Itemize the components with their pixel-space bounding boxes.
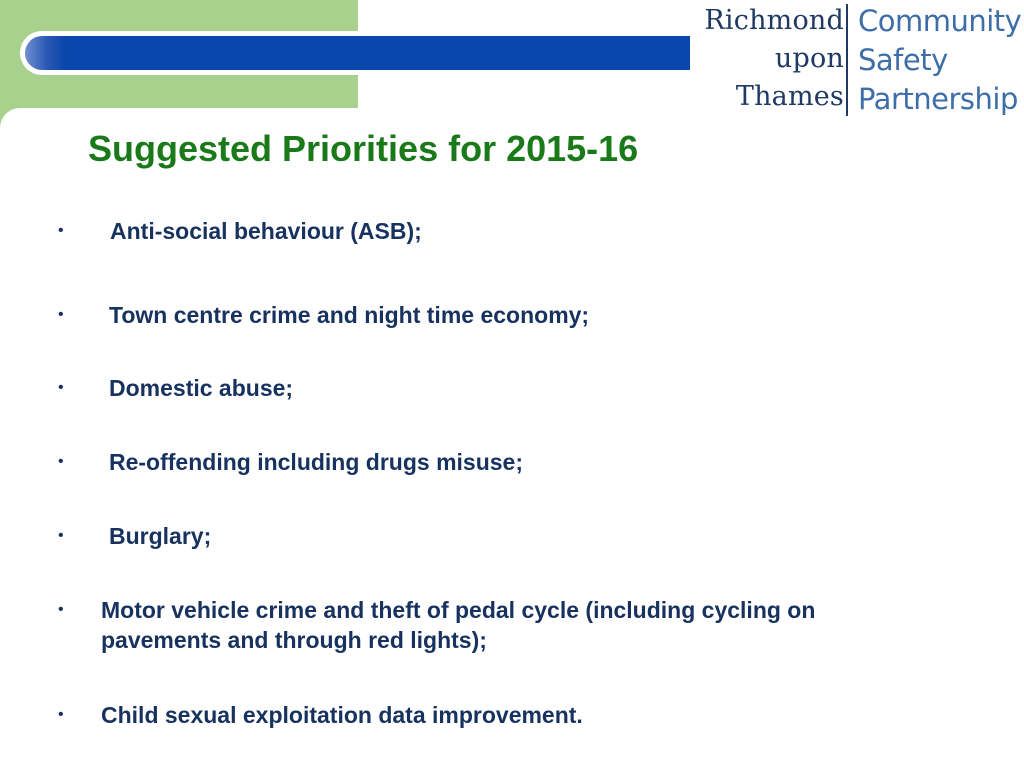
logo-right-line: Safety	[858, 43, 948, 77]
bullet-dot: •	[58, 453, 64, 470]
logo-left-line: Thames	[735, 81, 844, 112]
list-item-text: Town centre crime and night time economy;	[109, 302, 590, 328]
logo-right-line: Partnership	[858, 82, 1018, 116]
logo-divider	[846, 4, 848, 116]
bullet-dot: •	[58, 601, 64, 618]
header-green-tab	[0, 108, 20, 128]
list-item-text: Burglary;	[109, 523, 212, 549]
header-blue-bar	[25, 36, 690, 70]
list-item-text: Child sexual exploitation data improvement.	[101, 702, 583, 728]
list-item-text: Re-offending including drugs misuse;	[109, 449, 523, 475]
bullet-dot: •	[58, 306, 64, 323]
bullet-dot: •	[58, 706, 64, 723]
list-item-text: Motor vehicle crime and theft of pedal cycle (including cycling on pavements and through red lights);	[101, 597, 816, 653]
logo-right-line: Community	[858, 4, 1022, 38]
logo-left-line: upon	[774, 43, 844, 74]
slide-title: Suggested Priorities for 2015-16	[88, 128, 639, 169]
logo-community-safety-partnership	[858, 2, 1021, 119]
community-safety-partnership-logo	[696, 0, 1024, 122]
logo-left-line: Richmond	[704, 5, 844, 36]
list-item-text: Domestic abuse;	[109, 375, 294, 401]
bullet-dot: •	[58, 379, 64, 396]
logo-richmond-upon-thames	[704, 2, 844, 116]
bullet-dot: •	[58, 527, 64, 544]
list-item-text: Anti-social behaviour (ASB);	[110, 218, 422, 244]
bullet-dot: •	[58, 222, 64, 239]
